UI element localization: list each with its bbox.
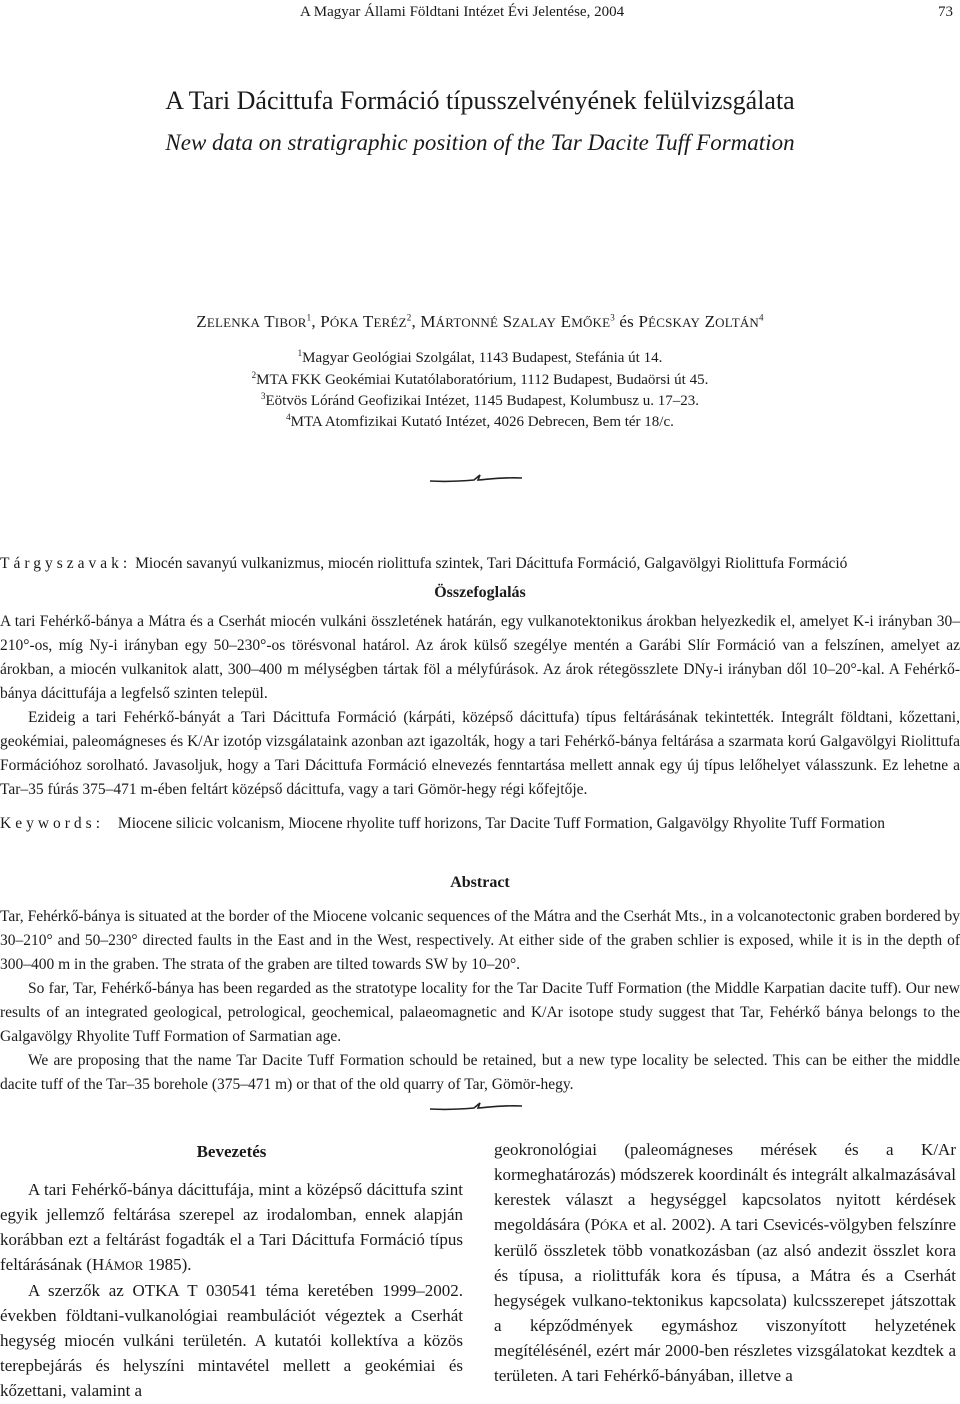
page-number: 73 [938, 4, 953, 20]
paper-title: A Tari Dácittufa Formáció típusszelvényének felülvizsgálata [165, 86, 795, 115]
bevezetes-heading: Bevezetés [196, 1142, 267, 1161]
osszefoglalas-paragraph-1: A tari Fehérkő-bánya a Mátra és a Cserhát miocén vulkáni összletének határán, egy vulkanotektonikus árokban helyezkedik el, amelyet K-i irányban 30–210°-os, míg Ny-i irányban egy 50–230°-os törésvonal határol. Az árok külső szegélye mentén a Garábi Slír Formáció van a felszínen, amelyet az árokban, a miocén vulkanitok alatt, 300–400 m mélységben tártak föl a mélyfúrások. Az árok rétegösszlete DNy-i irányban dől 10–20°-kal. A Fehérkő-bánya dácittufája a legfelső szinten települ. [0, 613, 960, 702]
abstract-paragraph-1: Tar, Fehérkő-bánya is situated at the border of the Miocene volcanic sequences of the Mátra and the Cserhát Mts., in a volcanotectonic graben bordered by 30–210° and 50–230° directed faults in the East and in the West, respectively. At either side of the graben schlier is exposed, while it is in the depth of 300–400 m in the graben. The strata of the graben are tilted towards SW by 10–20°. [0, 908, 960, 973]
osszefoglalas-paragraph-2: Ezideig a tari Fehérkő-bányát a Tari Dácittufa Formáció (kárpáti, középső dácittufa) típus feltárásának tekintették. Integrált földtani, kőzettani, geokémiai, paleomágneses és K/Ar izotóp vizsgálataink azonban azt igazolták, hogy a tari Fehérkő-bánya feltárása a szarmata korú Galgavölgyi Riolittufa Formációhoz sorolható. Javasoljuk, hogy a Tari Dácittufa Formáció elnevezés fenntartása mellett annak egy új típus lelőhelyet válasszunk. Ez lehetne a Tar–35 fúrás 375–471 m-ében feltárt középső dácittufa, vagy a tari Gömör-hegy régi kőfejtője. [0, 709, 960, 798]
section-divider-swash-2 [428, 1099, 524, 1115]
osszefoglalas-body [0, 610, 960, 802]
section-divider-swash [428, 471, 524, 487]
author-3: MÁRTONNÉ SZALAY EMŐKE$^3$ [420, 312, 615, 331]
keywords-text: Miocene silicic volcanism, Miocene rhyolite tuff horizons, Tar Dacite Tuff Formation, Galgavölgy Rhyolite Tuff Formation [117, 815, 885, 832]
keywords-label: Keywords: [0, 815, 105, 832]
author-list: ZELENKA TIBOR$^1$, PÓKA TERÉZ$^2$, MÁRTONNÉ SZALAY EMŐKE$^3$ és PÉCSKAY ZOLTÁN$^4$ [196, 312, 764, 331]
affiliation-1: $^1$Magyar Geológiai Szolgálat, 1143 Budapest, Stefánia út 14. [297, 348, 663, 366]
abstract-heading: Abstract [450, 874, 510, 891]
targyszavak-label: Tárgyszavak: [0, 555, 132, 572]
osszefoglalas-heading: Összefoglalás [434, 584, 526, 601]
affiliation-4: $^4$MTA Atomfizikai Kutató Intézet, 4026 Debrecen, Bem tér 18/c. [286, 412, 674, 430]
bevezetes-right-paragraph: geokronológiai (paleomágneses mérések és a K/Ar kormeghatározás) módszerek koordinált és integrált alkalmazásával kerestek választ a hegységgel kapcsolatos nyitott kérdések megoldására (PÓKA et al. 2002). A tari Csevicés-völgyben felszínre kerülő összletek több vonatkozásban (az alsó andezit összlet kora és típusa, a riolittufák kora és típusa, a Mátra és a Cserhát hegységek vulkano-tektonikus kapcsolata) kulcsszerepet játszottak a képződmények egymáshoz viszonyított helyzetének megítélésénél, ezért már 2000-ben részletes vizsgálatokat kezdtek a területen. A tari Fehérkő-bányában, illetve a [494, 1140, 956, 1385]
left-column [0, 1137, 463, 1403]
author-4: PÉCSKAY ZOLTÁN$^4$ [638, 312, 764, 331]
keywords-line [0, 812, 960, 836]
abstract-paragraph-2: So far, Tar, Fehérkő-bánya has been regarded as the stratotype locality for the Tar Dacite Tuff Formation (the Middle Karpatian dacite tuff). Our new results of an integrated geological, petrological, geochemical, palaeomagnetic and K/Ar isotope study suggest that Tar, Fehérkő bánya belongs to the Galgavölgy Rhyolite Tuff Formation of Sarmatian age. [0, 980, 960, 1045]
abstract-paragraph-3: We are proposing that the name Tar Dacite Tuff Formation schould be retained, but a new type locality be selected. This can be either the middle dacite tuff of the Tar–35 borehole (375–471 m) or that of the old quarry of Tar, Gömör-hegy. [0, 1052, 960, 1093]
affiliation-3: $^3$Eötvös Lóránd Geofizikai Intézet, 1145 Budapest, Kolumbusz u. 17–23. [260, 391, 700, 409]
targyszavak-line [0, 552, 960, 576]
targyszavak-text: Miocén savanyú vulkanizmus, miocén riolittufa szintek, Tari Dácittufa Formáció, Galgavölgyi Riolittufa Formáció [135, 555, 848, 572]
abstract-body [0, 905, 960, 1097]
bevezetes-paragraph-1: A tari Fehérkő-bánya dácittufája, mint a középső dácittufa szint egyik jellemző feltárása szerepel az irodalomban, ennek alapján korábban ezt a feltárást fogadták el a Tari Dácittufa Formáció típus feltárásának (HÁMOR 1985). [0, 1180, 463, 1274]
journal-header: A Magyar Állami Földtani Intézet Évi Jelentése, 2004 [300, 4, 625, 20]
right-column [494, 1137, 956, 1388]
author-1: ZELENKA TIBOR$^1$ [196, 312, 312, 331]
author-2: PÓKA TERÉZ$^2$ [320, 312, 412, 331]
bevezetes-paragraph-2: A szerzők az OTKA T 030541 téma keretében 1999–2002. években földtani-vulkanológiai reambulációt végeztek a Cserhát hegység miocén vulkáni területén. A kutatói kollektíva a közös terepbejárás és helyszíni mintavétel mellett a geokémiai és kőzettani, valamint a [0, 1281, 463, 1400]
paper-subtitle: New data on stratigraphic position of the Tar Dacite Tuff Formation [165, 130, 795, 155]
affiliation-2: $^2$MTA FKK Geokémiai Kutatólaboratórium, 1112 Budapest, Budaörsi út 45. [251, 370, 709, 388]
